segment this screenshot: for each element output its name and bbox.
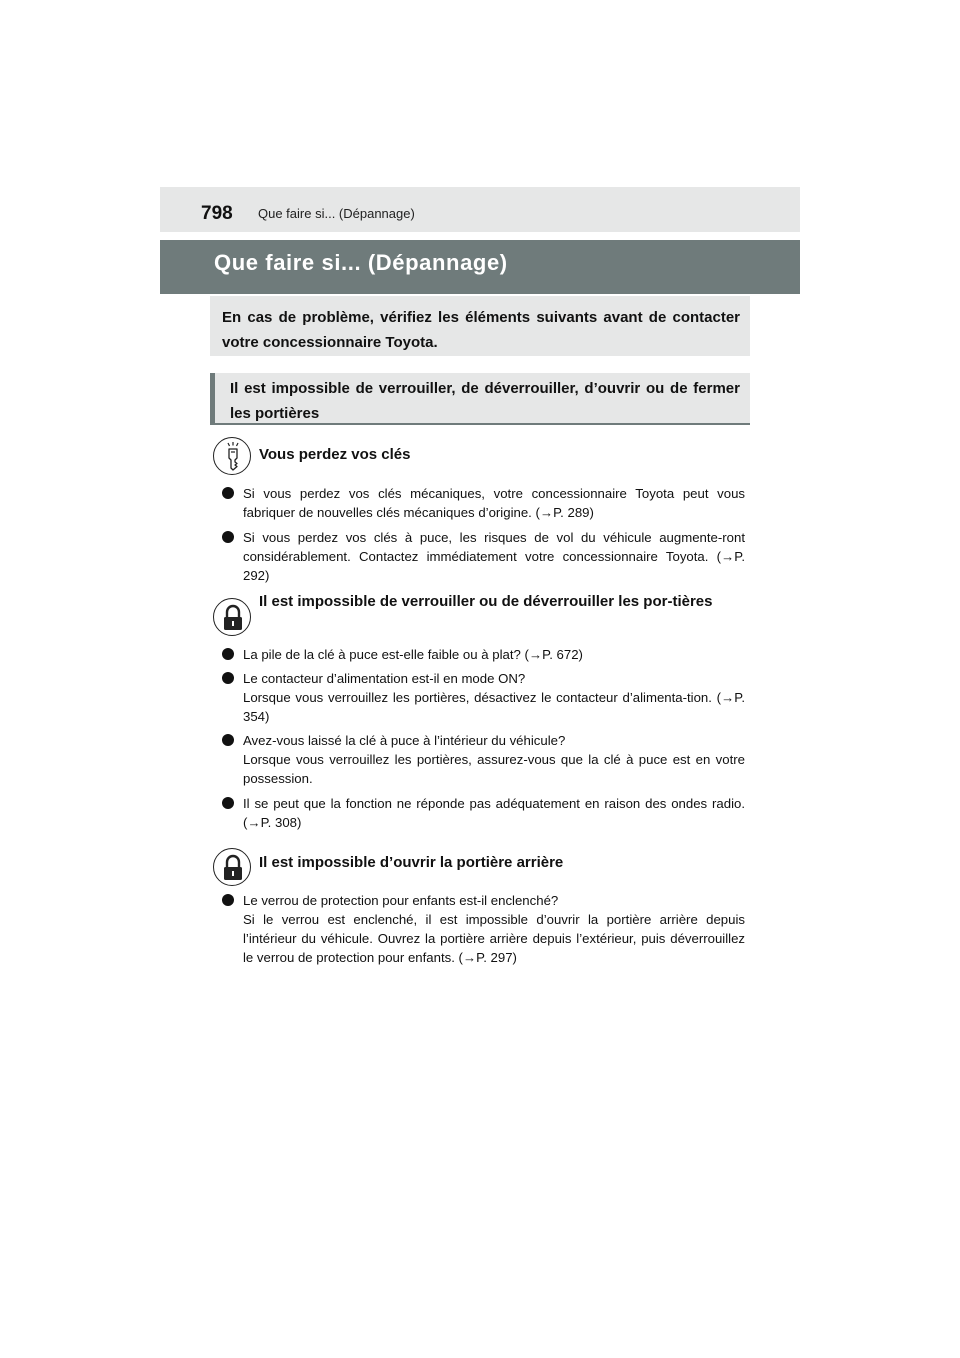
item-text: Lorsque vous verrouillez les portières, assurez-vous que la clé à puce est en votre possession.	[243, 752, 745, 786]
bullet	[222, 531, 234, 543]
item-question: Le verrou de protection pour enfants est-il enclenché?	[243, 893, 559, 908]
item-text: La pile de la clé à puce est-elle faible ou à plat? (→P. 672)	[243, 647, 583, 662]
item-text: Lorsque vous verrouillez les portières, désactivez le contacteur d’alimenta-tion. (→P. 354)	[243, 690, 745, 724]
item-text: Si vous perdez vos clés à puce, les risques de vol du véhicule augmente-ront considérablement. Contactez immédiatement votre concessionnaire Toyota. (→P. 292)	[243, 530, 745, 583]
running-title: Que faire si... (Dépannage)	[258, 206, 415, 221]
key-icon	[213, 437, 251, 475]
list-item	[222, 794, 745, 832]
page-title: Que faire si... (Dépannage)	[214, 250, 508, 275]
section-heading: Il est impossible de verrouiller, de déverrouiller, d’ouvrir ou de fermer les portières	[210, 373, 750, 425]
padlock-icon	[213, 598, 251, 636]
item-text: Si le verrou est enclenché, il est impossible d’ouvrir la portière arrière depuis l’intérieur du véhicule. Ouvrez la portière arrière depuis l’extérieur, puis déverrouillez le verrou de protection pour enfants. (→P. 297)	[243, 912, 745, 965]
bullet	[222, 672, 234, 684]
subsection-heading: Il est impossible de verrouiller ou de déverrouiller les por-tières	[259, 593, 713, 610]
padlock-icon	[213, 848, 251, 886]
subsection-heading: Vous perdez vos clés	[259, 446, 411, 463]
list-item	[222, 669, 745, 726]
bullet	[222, 797, 234, 809]
list-item	[222, 484, 745, 522]
list-item	[222, 645, 745, 664]
bullet	[222, 894, 234, 906]
bullet	[222, 648, 234, 660]
item-question: Le contacteur d’alimentation est-il en mode ON?	[243, 671, 526, 686]
subsection-heading: Il est impossible d’ouvrir la portière arrière	[259, 854, 564, 871]
list-item	[222, 731, 745, 788]
item-question: Avez-vous laissé la clé à puce à l’intérieur du véhicule?	[243, 733, 566, 748]
bullet	[222, 487, 234, 499]
list-item	[222, 891, 745, 967]
item-text: Il se peut que la fonction ne réponde pas adéquatement en raison des ondes radio. (→P. 308)	[243, 796, 745, 830]
bullet	[222, 734, 234, 746]
running-header	[160, 187, 800, 232]
intro-box: En cas de problème, vérifiez les éléments suivants avant de contacter votre concessionnaire Toyota.	[210, 296, 750, 356]
list-item	[222, 528, 745, 585]
item-text: Si vous perdez vos clés mécaniques, votre concessionnaire Toyota peut vous fabriquer de nouvelles clés mécaniques d’origine. (→P. 289)	[243, 486, 745, 520]
page-number: 798	[201, 203, 233, 224]
